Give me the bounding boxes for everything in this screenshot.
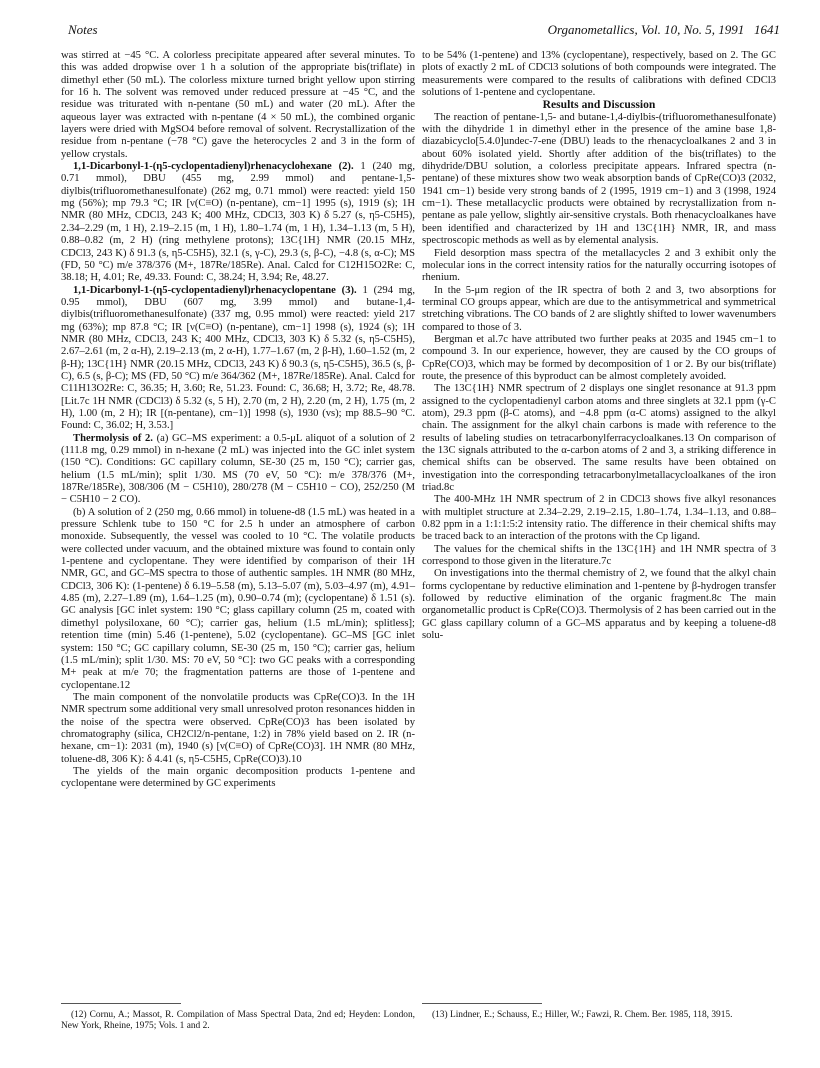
footnote-13 bbox=[422, 1010, 776, 1021]
compound-2-body: 1 (240 mg, 0.71 mmol), DBU (455 mg, 2.99 mmol) and pentane-1,5-diylbis(trifluoromethanesulfonate) (262 mg, 0.71 mmol) were reacted: yield 150 mg (56%); mp 79.3 °C; IR [ν(C≡O) (n-pentane), cm−1] 1995 (s), 1919 (s); 1H NMR (80 MHz, CDCl3, 243 K; 400 MHz, CDCl3, 303 K) δ 5.27 (s, η5-C5H5), 2.34–2.29 (m, 1 H), 2.19–2.15 (m, 1 H), 1.80–1.74 (m, 1 H), 1.34–1.13 (m, 5 H), 0.88–0.82 (m, 2 H) (ring methylene protons); 13C{1H} NMR (20.15 MHz, CDCl3, 243 K) δ 91.3 (s, η5-C5H5), 32.1 (s, γ-C), 29.3 (s, β-C), −4.8 (s, α-C); MS (FD, 50 °C) m/e 378/376 (M+, 187Re/185Re). Anal. Calcd for C12H15O2Re: C, 38.18; H, 4.01; Re, 49.33. Found: C, 38.24; H, 3.94; Re, 48.27. bbox=[61, 161, 415, 284]
results-paragraph-8: On investigations into the thermal chemistry of 2, we found that the alkyl chain forms cyclopentane by reductive elimination and 1-pentene by β-hydrogen transfer followed by reductive elimination of the organic fragment.8c The main organometallic product is CpRe(CO)3. Thermolysis of 2 has been carried out in the GC glass capillary column of a GC–MS apparatus and by keeping a toluene-d8 solu- bbox=[422, 568, 776, 642]
footnote-divider-left bbox=[61, 1003, 181, 1004]
footnote-13-text: (13) Lindner, E.; Schauss, E.; Hiller, W.; Fawzi, R. Chem. Ber. 1985, 118, 3915. bbox=[432, 1010, 733, 1020]
footnote-divider-right bbox=[422, 1003, 542, 1004]
results-paragraph-3: In the 5-μm region of the IR spectra of both 2 and 3, two absorptions for terminal CO groups appear, which are due to the antisymmetrical and symmetrical stretching vibrations. The CO bands of 2 are slightly shifted to lower wavenumbers compared to those of 3. bbox=[422, 284, 776, 333]
journal-citation: Organometallics, Vol. 10, No. 5, 1991 bbox=[547, 22, 745, 37]
page-number: 1641 bbox=[754, 22, 780, 37]
compound-3-body: 1 (294 mg, 0.95 mmol), DBU (607 mg, 3.99 mmol) and butane-1,4-diylbis(trifluoromethanesulfonate) (337 mg, 0.95 mmol) were reacted: yield 217 mg (63%); mp 87.8 °C; IR [ν(C≡O) (n-pentane), cm−1] 1998 (s), 1924 (s); 1H NMR (80 MHz, CDCl3, 243 K; 400 MHz, CDCl3, 303 K) δ 5.32 (s, η5-C5H5), 2.67–2.61 (m, 2 α-H), 2.19–2.13 (m, 2 α-H), 1.77–1.67 (m, 2 β-H), 1.60–1.52 (m, 2 β-H); 13C{1H} NMR (20.15 MHz, CDCl3, 243 K) δ 90.3 (s, η5-C5H5), 36.5 (s, β-C), 6.5 (s, β-C); MS (FD, 50 °C) m/e 364/362 (M+, 187Re/185Re). Anal. Calcd for C11H13O2Re: C, 36.35; H, 3.60; Re, 51.23. Found: C, 36.68; H, 3.72; Re, 48.78. [Lit.7c 1H NMR (CDCl3) δ 5.32 (s, 5 H), 2.70 (m, 2 H), 2.20 (m, 2 H), 1.75 (m, 2 H), 1.00 (m, 2 H); IR [(n-pentane), cm−1)] 1998 (s), 1930 (vs); mp 88.5–90 °C. Found: C, 36.02; H, 3.53.] bbox=[61, 284, 415, 432]
thermolysis-heading: Thermolysis of 2. bbox=[73, 432, 153, 444]
running-header-section: Notes bbox=[68, 22, 98, 37]
results-paragraph-6: The 400-MHz 1H NMR spectrum of 2 in CDCl3 shows five alkyl resonances with multiplet structure at 2.34–2.29, 2.19–2.15, 1.80–1.74, 1.34–1.13, and 0.88–0.82 ppm in a 1:1:1:5:2 intensity ratio. The difference in their chemical shifts may be traced back to an interaction of the protons with the Cp ligand. bbox=[422, 494, 776, 543]
footnote-12 bbox=[61, 1010, 415, 1032]
right-column bbox=[422, 50, 776, 643]
compound-2-entry bbox=[61, 161, 415, 284]
yields-paragraph: The yields of the main organic decomposition products 1-pentene and cyclopentane were determined by GC experiments bbox=[61, 765, 415, 790]
running-header-journal bbox=[548, 22, 780, 38]
compound-3-entry bbox=[61, 285, 415, 433]
yields-continued-paragraph: to be 54% (1-pentene) and 13% (cyclopentane), respectively, based on 2. The GC plots of exactly 2 mL of CDCl3 solutions of both compounds were integrated. The measurements were compared to the results of calibrations with defined CDCl3 solutions of 1-pentene and cyclopentane. bbox=[422, 50, 776, 99]
results-paragraph-7: The values for the chemical shifts in the 13C{1H} and 1H NMR spectra of 3 correspond to those given in the literature.7c bbox=[422, 543, 776, 568]
left-column bbox=[61, 50, 415, 791]
results-paragraph-2: Field desorption mass spectra of the metallacycles 2 and 3 exhibit only the molecular ions in the correct intensity ratios for the naturally occurring isotopes of rhenium. bbox=[422, 247, 776, 284]
results-paragraph-5: The 13C{1H} NMR spectrum of 2 displays one singlet resonance at 91.3 ppm assigned to the cyclopentadienyl carbon atoms and three singlets at 32.1 ppm (γ-C atom), 29.3 ppm (β-C atoms), and −4.8 ppm (α-C atoms) assigned to the alkyl chain. The assignment for the alkyl chain carbons is made with reference to the results of labeling studies on tetracarbonylferracycloalkanes.13 On comparison of the 13C signals attributed to the α-carbon atoms of 2 and 3, a striking difference in chemical shifts can be observed. The same results have been obtained on investigation into the corresponding tetracarbonylmetallacycloalkanes of the iron triad.8c bbox=[422, 383, 776, 494]
nonvolatile-products-paragraph: The main component of the nonvolatile products was CpRe(CO)3. In the 1H NMR spectrum some additional very small unresolved proton resonances hidden in the noise of the spectra were observed. CpRe(CO)3 has been isolated by chromatography (silica, CH2Cl2/n-pentane, 1:2) in 78% yield based on 2. IR (n-hexane, cm−1): 2031 (m), 1940 (s) [ν(C≡O) of CpRe(CO)3]. 1H NMR (80 MHz, toluene-d8, 306 K): δ 4.41 (s, η5-C5H5, CpRe(CO)3).10 bbox=[61, 691, 415, 765]
section-heading-results: Results and Discussion bbox=[542, 98, 656, 112]
results-paragraph-4: Bergman et al.7c have attributed two further peaks at 2035 and 1945 cm−1 to compound 3. In our experience, however, they are caused by the CO groups of CpRe(CO)3, which may be formed by decomposition of 1 or 2. By our bis(triflate) route, the presence of this byproduct can be almost completely avoided. bbox=[422, 333, 776, 382]
compound-2-heading: 1,1-Dicarbonyl-1-(η5-cyclopentadienyl)rhenacyclohexane (2). bbox=[73, 161, 354, 173]
thermolysis-entry bbox=[61, 433, 415, 507]
thermolysis-body: (a) GC–MS experiment: a 0.5-μL aliquot of a solution of 2 (111.8 mg, 0.29 mmol) in n-hexane (2 mL) was injected into the GC inlet system (150 °C). Conditions: GC capillary column, SE-30 (25 m, 150 °C); carrier gas, helium (1.5 mL/min); split 1/30. MS (70 eV, 50 °C): m/e 378/376 (M+, 187Re/185Re), 308/306 (M − C5H10), 280/278 (M − C5H10 − CO), 252/250 (M − C5H10 − 2 CO). bbox=[61, 432, 416, 506]
footnote-12-text: (12) Cornu, A.; Massot, R. Compilation of Mass Spectral Data, 2nd ed; Heyden: London, New York, Rheine, 1975; Vols. 1 and 2. bbox=[61, 1010, 415, 1031]
compound-3-heading: 1,1-Dicarbonyl-1-(η5-cyclopentadienyl)rhenacyclopentane (3). bbox=[73, 284, 357, 296]
experimental-paragraph: was stirred at −45 °C. A colorless precipitate appeared after several minutes. To this was added dropwise over 1 h a solution of the appropriate bis(triflate) in dimethyl ether (50 mL). The colorless mixture turned bright yellow upon stirring for 16 h. The solvent was removed under reduced pressure at −45 °C, and the residue was triturated with n-pentane (50 mL) and water (20 mL). After the aqueous layer was extracted with n-pentane (4 × 50 mL), the combined organic layers were dried with MgSO4 before removal of solvent. Recrystallization of the residue from n-pentane (−78 °C) gave the heterocycles 2 and 3 in the form of yellow crystals. bbox=[61, 50, 415, 160]
thermolysis-part-b-paragraph: (b) A solution of 2 (250 mg, 0.66 mmol) in toluene-d8 (1.5 mL) was heated in a pressure Schlenk tube to 150 °C for 2.5 h under an atmosphere of carbon monoxide. Subsequently, the vessel was cooled to 10 °C. The volatile products were collected under vacuum, and the obtained mixture was found to contain only 1-pentene and cyclopentane. They were identified by comparison of their 1H NMR, GC, and GC–MS spectra to those of authentic samples. 1H NMR (80 MHz, CDCl3, 306 K): (1-pentene) δ 6.19–5.58 (m), 5.13–5.07 (m), 5.03–4.97 (m), 4.91–4.85 (m), 2.27–1.89 (m), 1.64–1.25 (m), 0.90–0.74 (m); (cyclopentane) δ 1.51 (s). GC analysis [GC inlet system: 190 °C; glass capillary column (25 m, coated with dimethyl polysiloxane, 60 °C); carrier gas, helium (1.5 mL/min); splitless]; retention time (min) 5.46 (1-pentene), 5.02 (cyclopentane). GC–MS [GC inlet system: 150 °C; GC capillary column, SE-30 (25 m, 150 °C); carrier gas, helium (1.5 mL/min); split 1/30. MS: 70 eV, 50 °C]: two GC peaks with a corresponding M+ peak at m/e 70; the fragmentation patterns are those of 1-pentene and cyclopentane.12 bbox=[61, 506, 415, 691]
results-paragraph-1: The reaction of pentane-1,5- and butane-1,4-diylbis-(trifluoromethanesulfonate) with the dihydride 1 in dimethyl ether in the presence of the amine base 1,8-diazabicyclo[5.4.0]undec-7-ene (DBU) leads to the rhenacycloalkanes 2 and 3 in about 60% isolated yield. Shortly after addition of the bis(triflates) to the dihydride/DBU solution, a colorless precipitate appears. Infrared spectra (n-pentane) of these mixtures show two weak absorption bands of CpRe(CO)3 (2032, 1941 cm−1) beside very strong bands of 2 (1995, 1919 cm−1) and 3 (1998, 1924 cm−1). These metallacyclic products were obtained by recrystallization from n-pentane as pale yellow, slightly air-sensitive crystals. Both rhenacycloalkanes have been identified and characterized by 1H and 13C{1H} NMR, IR, and mass spectroscopic methods as well as by elemental analysis. bbox=[422, 111, 776, 247]
